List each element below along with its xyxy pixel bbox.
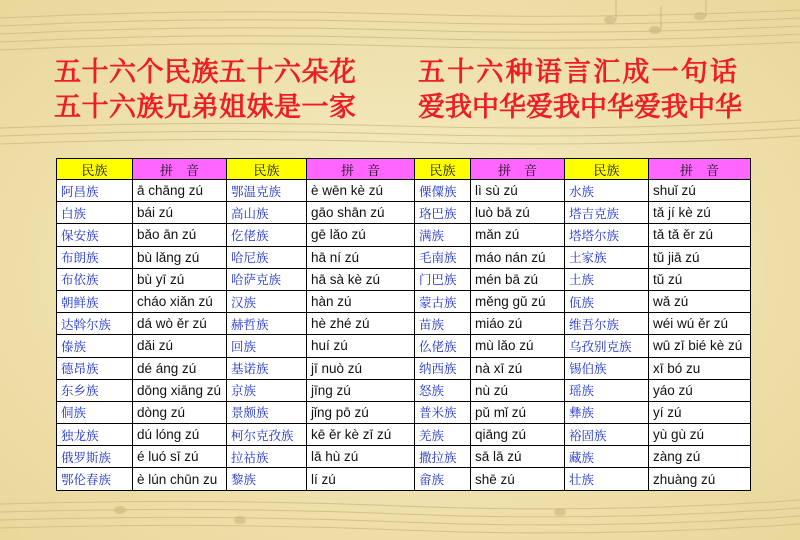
ethnic-group-name-cell: 毛南族 — [415, 246, 471, 268]
pinyin-cell: dá wò ěr zú — [133, 313, 227, 335]
header-pinyin: 拼 音 — [133, 159, 227, 180]
ethnic-group-name-cell: 鄂温克族 — [227, 180, 307, 202]
pinyin-cell: bù lǎng zú — [133, 246, 227, 268]
pinyin-cell: wū zī bié kè zú — [649, 335, 751, 357]
header-ethnic-group: 民族 — [227, 159, 307, 180]
pinyin-cell: dòng zú — [133, 401, 227, 423]
pinyin-cell: sā lā zú — [471, 446, 565, 468]
pinyin-cell: lí zú — [307, 468, 415, 490]
ethnic-group-name-cell: 乌孜别克族 — [565, 335, 649, 357]
ethnic-group-name-cell: 哈萨克族 — [227, 268, 307, 290]
ethnic-group-name-cell: 土族 — [565, 268, 649, 290]
pinyin-cell: nà xī zú — [471, 357, 565, 379]
ethnic-group-name-cell: 撒拉族 — [415, 446, 471, 468]
pinyin-cell: dǎi zú — [133, 335, 227, 357]
table-row — [57, 379, 751, 401]
pinyin-cell: lā hù zú — [307, 446, 415, 468]
pinyin-cell: bù yī zú — [133, 268, 227, 290]
ethnic-group-name-cell: 哈尼族 — [227, 246, 307, 268]
ethnic-group-name-cell: 仫佬族 — [415, 335, 471, 357]
ethnic-group-name-cell: 瑶族 — [565, 379, 649, 401]
pinyin-cell: wéi wú ěr zú — [649, 313, 751, 335]
table-row — [57, 401, 751, 423]
ethnic-group-name-cell: 水族 — [565, 180, 649, 202]
ethnic-group-name-cell: 畲族 — [415, 468, 471, 490]
ethnic-group-name-cell: 傣族 — [57, 335, 133, 357]
pinyin-cell: yù gù zú — [649, 424, 751, 446]
pinyin-cell: lì sù zú — [471, 180, 565, 202]
header-ethnic-group: 民族 — [565, 159, 649, 180]
ethnic-group-name-cell: 裕固族 — [565, 424, 649, 446]
pinyin-cell: dōng xiāng zú — [133, 379, 227, 401]
ethnic-group-name-cell: 白族 — [57, 202, 133, 224]
pinyin-cell: miáo zú — [471, 313, 565, 335]
ethnic-group-name-cell: 黎族 — [227, 468, 307, 490]
pinyin-cell: gāo shān zú — [307, 202, 415, 224]
table-header-row — [57, 159, 751, 180]
pinyin-cell: měng gǔ zú — [471, 290, 565, 312]
ethnic-group-name-cell: 赫哲族 — [227, 313, 307, 335]
ethnic-group-name-cell: 回族 — [227, 335, 307, 357]
pinyin-cell: tǎ tǎ ěr zú — [649, 224, 751, 246]
pinyin-cell: nù zú — [471, 379, 565, 401]
table-row — [57, 335, 751, 357]
ethnic-group-name-cell: 门巴族 — [415, 268, 471, 290]
ethnic-group-name-cell: 俄罗斯族 — [57, 446, 133, 468]
ethnic-group-name-cell: 傈僳族 — [415, 180, 471, 202]
table-body — [57, 159, 751, 491]
table-row — [57, 468, 751, 490]
ethnic-group-name-cell: 仡佬族 — [227, 224, 307, 246]
pinyin-cell: jǐng pō zú — [307, 401, 415, 423]
ethnic-group-name-cell: 维吾尔族 — [565, 313, 649, 335]
pinyin-cell: è lún chūn zu — [133, 468, 227, 490]
ethnic-group-name-cell: 侗族 — [57, 401, 133, 423]
ethnic-group-name-cell: 高山族 — [227, 202, 307, 224]
pinyin-cell: dé áng zú — [133, 357, 227, 379]
pinyin-cell: wǎ zú — [649, 290, 751, 312]
header-pinyin: 拼 音 — [307, 159, 415, 180]
header-ethnic-group: 民族 — [415, 159, 471, 180]
ethnic-group-name-cell: 蒙古族 — [415, 290, 471, 312]
pinyin-cell: cháo xiǎn zú — [133, 290, 227, 312]
pinyin-cell: zhuàng zú — [649, 468, 751, 490]
pinyin-cell: shē zú — [471, 468, 565, 490]
ethnic-group-name-cell: 锡伯族 — [565, 357, 649, 379]
pinyin-cell: bái zú — [133, 202, 227, 224]
pinyin-cell: luò bā zú — [471, 202, 565, 224]
ethnic-group-name-cell: 佤族 — [565, 290, 649, 312]
table-row — [57, 246, 751, 268]
table-row — [57, 268, 751, 290]
table-row — [57, 202, 751, 224]
pinyin-cell: jīng zú — [307, 379, 415, 401]
ethnic-group-name-cell: 壮族 — [565, 468, 649, 490]
ethnic-group-name-cell: 布朗族 — [57, 246, 133, 268]
ethnic-group-name-cell: 塔吉克族 — [565, 202, 649, 224]
ethnic-group-name-cell: 达斡尔族 — [57, 313, 133, 335]
ethnic-group-name-cell: 布依族 — [57, 268, 133, 290]
pinyin-cell: bǎo ān zú — [133, 224, 227, 246]
headline-one-family: 五十六族兄弟姐妹是一家 — [54, 92, 357, 123]
ethnic-group-name-cell: 拉祜族 — [227, 446, 307, 468]
pinyin-cell: huí zú — [307, 335, 415, 357]
ethnic-group-name-cell: 普米族 — [415, 401, 471, 423]
table-row — [57, 357, 751, 379]
ethnic-group-name-cell: 珞巴族 — [415, 202, 471, 224]
ethnic-group-name-cell: 彝族 — [565, 401, 649, 423]
pinyin-cell: gē lǎo zú — [307, 224, 415, 246]
ethnic-group-name-cell: 京族 — [227, 379, 307, 401]
pinyin-cell: xī bó zu — [649, 357, 751, 379]
ethnic-group-name-cell: 独龙族 — [57, 424, 133, 446]
header-ethnic-group: 民族 — [57, 159, 133, 180]
ethnic-group-name-cell: 德昂族 — [57, 357, 133, 379]
table-row — [57, 224, 751, 246]
ethnic-group-name-cell: 朝鲜族 — [57, 290, 133, 312]
pinyin-cell: tǔ jiā zú — [649, 246, 751, 268]
ethnic-group-name-cell: 汉族 — [227, 290, 307, 312]
table-row — [57, 180, 751, 202]
pinyin-cell: hè zhé zú — [307, 313, 415, 335]
ethnic-group-name-cell: 土家族 — [565, 246, 649, 268]
pinyin-cell: yí zú — [649, 401, 751, 423]
table-row — [57, 290, 751, 312]
table-row — [57, 313, 751, 335]
pinyin-cell: máo nán zú — [471, 246, 565, 268]
table-row — [57, 424, 751, 446]
pinyin-cell: zàng zú — [649, 446, 751, 468]
ethnic-groups-pinyin-table — [56, 158, 750, 491]
pinyin-cell: qiāng zú — [471, 424, 565, 446]
ethnic-group-name-cell: 基诺族 — [227, 357, 307, 379]
headline-love-china: 爱我中华爱我中华爱我中华 — [418, 92, 742, 123]
ethnic-group-name-cell: 藏族 — [565, 446, 649, 468]
ethnic-group-name-cell: 鄂伦春族 — [57, 468, 133, 490]
ethnic-group-name-cell: 柯尔克孜族 — [227, 424, 307, 446]
pinyin-cell: ā chāng zú — [133, 180, 227, 202]
ethnic-group-name-cell: 阿昌族 — [57, 180, 133, 202]
headline-fifty-six-languages: 五十六种语言汇成一句话 — [418, 57, 740, 88]
header-pinyin: 拼 音 — [471, 159, 565, 180]
pinyin-cell: mén bā zú — [471, 268, 565, 290]
pinyin-cell: è wēn kè zú — [307, 180, 415, 202]
pinyin-cell: yáo zú — [649, 379, 751, 401]
pinyin-cell: kē ěr kè zī zú — [307, 424, 415, 446]
ethnic-group-name-cell: 保安族 — [57, 224, 133, 246]
header-pinyin: 拼 音 — [649, 159, 751, 180]
pinyin-cell: tǎ jí kè zú — [649, 202, 751, 224]
pinyin-cell: hā sà kè zú — [307, 268, 415, 290]
pinyin-cell: mù lǎo zú — [471, 335, 565, 357]
pinyin-cell: hā ní zú — [307, 246, 415, 268]
ethnic-group-name-cell: 怒族 — [415, 379, 471, 401]
pinyin-cell: é luó sī zú — [133, 446, 227, 468]
pinyin-cell: dú lóng zú — [133, 424, 227, 446]
pinyin-cell: mǎn zú — [471, 224, 565, 246]
ethnic-group-name-cell: 满族 — [415, 224, 471, 246]
pinyin-cell: hàn zú — [307, 290, 415, 312]
pinyin-cell: tǔ zú — [649, 268, 751, 290]
pinyin-cell: pǔ mǐ zú — [471, 401, 565, 423]
ethnic-group-name-cell: 纳西族 — [415, 357, 471, 379]
pinyin-cell: jī nuò zú — [307, 357, 415, 379]
ethnic-group-name-cell: 苗族 — [415, 313, 471, 335]
ethnic-group-name-cell: 羌族 — [415, 424, 471, 446]
ethnic-group-name-cell: 东乡族 — [57, 379, 133, 401]
ethnic-group-name-cell: 塔塔尔族 — [565, 224, 649, 246]
pinyin-cell: shuǐ zú — [649, 180, 751, 202]
ethnic-group-name-cell: 景颇族 — [227, 401, 307, 423]
headline-fifty-six-ethnic-flowers: 五十六个民族五十六朵花 — [54, 57, 357, 88]
table-row — [57, 446, 751, 468]
